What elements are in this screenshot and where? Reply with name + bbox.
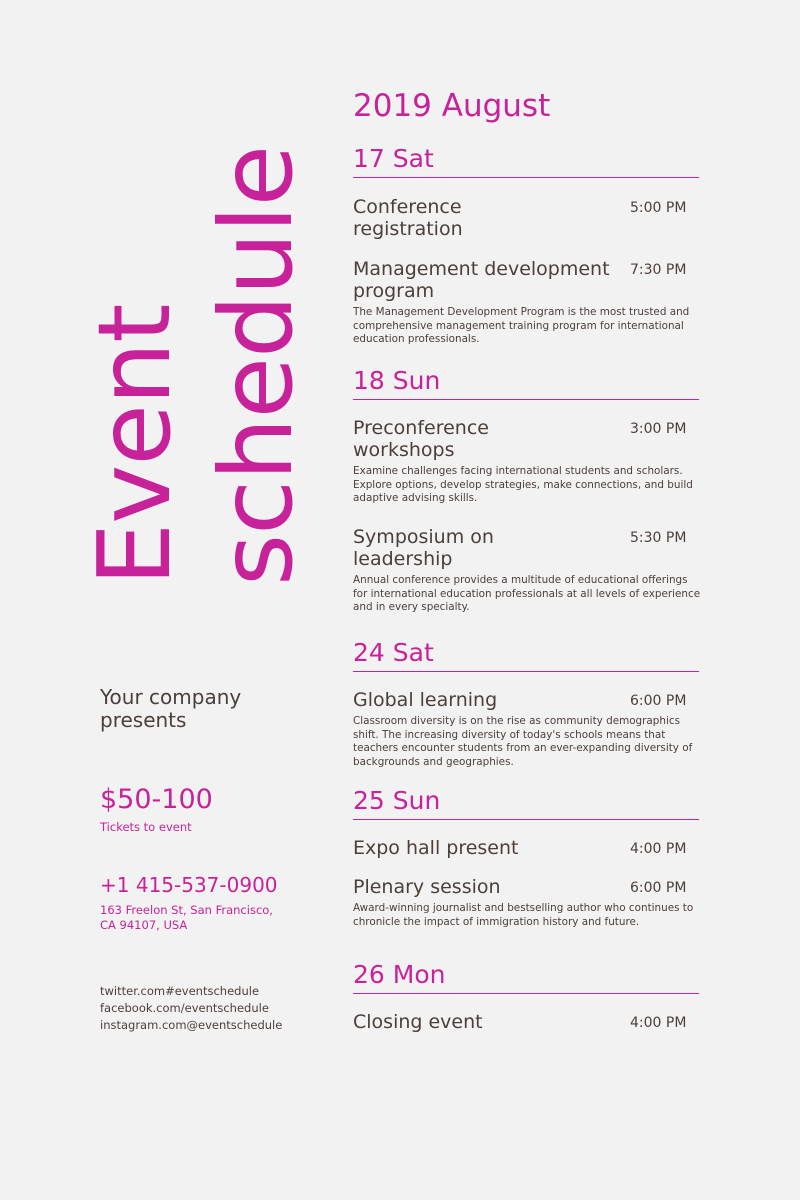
day-label: 24 Sat	[353, 638, 434, 667]
event-item	[353, 526, 703, 615]
social-links	[100, 983, 330, 1034]
phone-number[interactable]: +1 415-537-0900	[100, 873, 278, 897]
event-title: Plenary session	[353, 876, 501, 898]
title-line-event: Event	[76, 304, 193, 586]
day-label: 26 Mon	[353, 960, 446, 989]
event-description: The Management Development Program is the most trusted and comprehensive management training program for international education professionals.	[353, 306, 690, 346]
event-time: 5:00 PM	[630, 200, 687, 216]
event-time: 4:00 PM	[630, 841, 687, 857]
event-title: Expo hall present	[353, 837, 519, 859]
schedule-month: 2019 August	[353, 88, 551, 124]
event-time: 7:30 PM	[630, 262, 687, 278]
day-label: 18 Sun	[353, 366, 441, 395]
presents-text: Your company presents	[100, 685, 242, 732]
ticket-price-caption: Tickets to event	[100, 820, 192, 834]
event-item	[353, 258, 703, 347]
event-description: Classroom diversity is on the rise as community demographics shift. The increasing diversity of today's schools means that teachers encounter students from an ever-expanding diversity of backgrounds and geographies.	[353, 715, 693, 768]
address	[100, 903, 330, 933]
event-title: Closing event	[353, 1011, 483, 1033]
event-title: Conference registration	[353, 196, 463, 240]
event-description: Examine challenges facing international students and scholars. Explore options, develop strategies, make connections, and build adaptive advising skills.	[353, 465, 693, 505]
event-description: Annual conference provides a multitude of educational offerings for international education professionals at all levels of experience and in every specialty.	[353, 574, 701, 614]
day-header	[353, 366, 699, 400]
facebook-link[interactable]: facebook.com/eventschedule	[100, 1001, 269, 1015]
event-item	[353, 1011, 703, 1033]
event-title: Symposium on leadership	[353, 526, 494, 570]
event-time: 6:00 PM	[630, 880, 687, 896]
event-title: Management development program	[353, 258, 610, 302]
event-time: 3:00 PM	[630, 421, 687, 437]
event-time: 4:00 PM	[630, 1015, 687, 1031]
event-item	[353, 196, 703, 240]
event-item	[353, 417, 703, 506]
event-title: Global learning	[353, 689, 498, 711]
ticket-price: $50-100	[100, 784, 213, 815]
event-description: Award-winning journalist and bestselling author who continues to chronicle the impact of immigration history and future.	[353, 902, 694, 928]
event-item	[353, 876, 703, 929]
day-header	[353, 960, 699, 994]
event-time: 5:30 PM	[630, 530, 687, 546]
day-label: 25 Sun	[353, 786, 441, 815]
instagram-link[interactable]: instagram.com@eventschedule	[100, 1018, 283, 1032]
day-header	[353, 786, 699, 820]
address-text: 163 Freelon St, San Francisco, CA 94107, USA	[100, 903, 273, 932]
title-line-schedule: schedule	[198, 145, 315, 586]
day-header	[353, 144, 699, 178]
event-title: Preconference workshops	[353, 417, 489, 461]
day-label: 17 Sat	[353, 144, 434, 173]
event-time: 6:00 PM	[630, 693, 687, 709]
event-item	[353, 689, 703, 769]
event-item	[353, 837, 703, 859]
company-presents	[100, 686, 330, 732]
twitter-link[interactable]: twitter.com#eventschedule	[100, 984, 260, 998]
day-header	[353, 638, 699, 672]
event-schedule-title	[76, 90, 315, 590]
